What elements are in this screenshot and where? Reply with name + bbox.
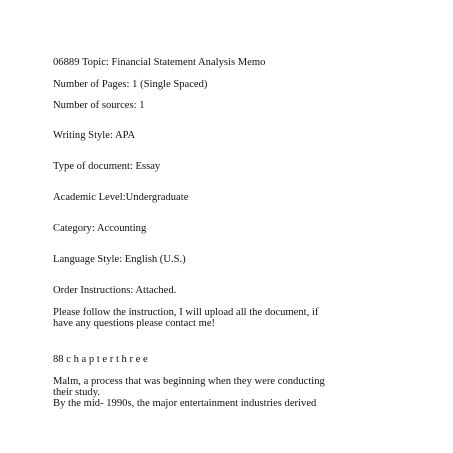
doc-type-line: Type of document: Essay bbox=[53, 161, 161, 172]
pages-line: Number of Pages: 1 (Single Spaced) bbox=[53, 79, 208, 90]
category-line: Category: Accounting bbox=[53, 223, 147, 234]
writing-style-line: Writing Style: APA bbox=[53, 130, 136, 141]
academic-level-line: Academic Level:Undergraduate bbox=[53, 192, 189, 203]
chapter-heading: 88 c h a p t e r t h r e e bbox=[53, 354, 148, 365]
body-line-2: their study. bbox=[53, 387, 100, 398]
topic-line: 06889 Topic: Financial Statement Analysis Memo bbox=[53, 57, 266, 68]
instructions-line-1: Please follow the instruction, I will upload all the document, if bbox=[53, 307, 319, 318]
language-style-line: Language Style: English (U.S.) bbox=[53, 254, 186, 265]
body-line-3: By the mid- 1990s, the major entertainment industries derived bbox=[53, 398, 317, 409]
order-instructions-line: Order Instructions: Attached. bbox=[53, 285, 177, 296]
instructions-line-2: have any questions please contact me! bbox=[53, 318, 216, 329]
sources-line: Number of sources: 1 bbox=[53, 100, 145, 111]
body-line-1: Malm, a process that was beginning when they were conducting bbox=[53, 376, 325, 387]
